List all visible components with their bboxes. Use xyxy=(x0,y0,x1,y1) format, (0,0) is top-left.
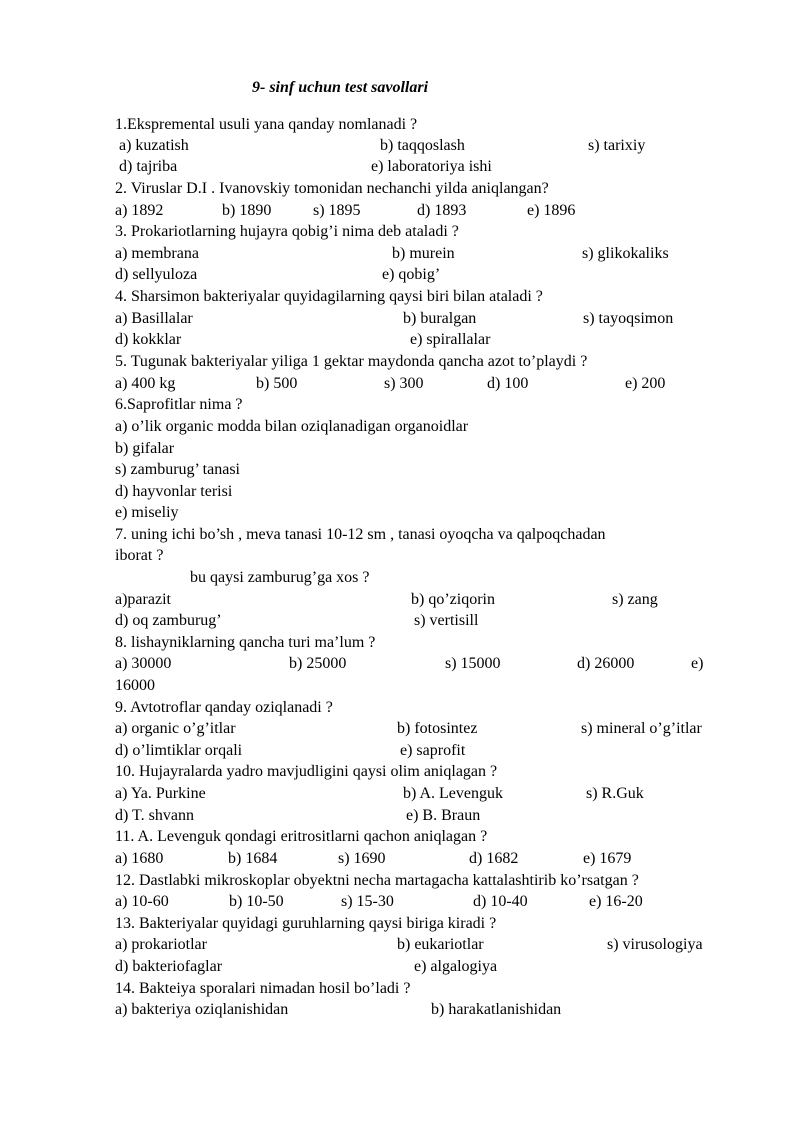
answer-option: d) 10-40 xyxy=(473,893,528,910)
answer-option: b) A. Levenguk xyxy=(403,785,503,802)
question-text: 5. Tugunak bakteriyalar yiliga 1 gektar maydonda qancha azot to’playdi ? xyxy=(115,353,588,370)
answer-option: a) Ya. Purkine xyxy=(115,785,206,802)
answer-option: s) 15000 xyxy=(445,655,501,672)
answer-option: d) sellyuloza xyxy=(115,266,198,283)
answer-option: d) oq zamburug’ xyxy=(115,612,222,629)
answer-option: s) mineral o’g’itlar xyxy=(581,720,702,737)
answer-option: b) harakatlanishidan xyxy=(431,1001,562,1018)
answer-option: d) o’limtiklar orqali xyxy=(115,742,243,759)
answer-option: b) fotosintez xyxy=(397,720,478,737)
question-text: 14. Bakteiya sporalari nimadan hosil bo’ladi ? xyxy=(115,980,411,997)
answer-option: s) zang xyxy=(612,591,658,608)
answer-option: e) qobig’ xyxy=(382,266,441,283)
question-text: 13. Bakteriyalar quyidagi guruhlarning qaysi biriga kiradi ? xyxy=(115,915,497,932)
question-text: a) o’lik organic modda bilan oziqlanadigan organoidlar xyxy=(115,418,469,435)
answer-option: a)parazit xyxy=(115,591,171,608)
answer-option: e) 200 xyxy=(625,375,666,392)
question-text: s) zamburug’ tanasi xyxy=(115,461,240,478)
answer-option: d) 26000 xyxy=(577,655,635,672)
answer-option: a) Basillalar xyxy=(115,310,193,327)
answer-option: e) algalogiya xyxy=(414,958,498,975)
question-text: e) miseliy xyxy=(115,504,179,521)
question-text: b) gifalar xyxy=(115,440,175,457)
answer-option: e) B. Braun xyxy=(406,807,481,824)
answer-option: b) murein xyxy=(392,245,455,262)
answer-option: a) membrana xyxy=(115,245,199,262)
answer-option: d) tajriba xyxy=(119,158,178,175)
answer-option: d) 100 xyxy=(487,375,529,392)
answer-option: b) taqqoslash xyxy=(380,137,465,154)
answer-option: d) 1682 xyxy=(469,850,519,867)
question-text: 8. lishayniklarning qancha turi ma’lum ? xyxy=(115,634,376,651)
answer-option: a) bakteriya oziqlanishidan xyxy=(115,1001,289,1018)
question-text: 4. Sharsimon bakteriyalar quyidagilarning qaysi biri bilan ataladi ? xyxy=(115,288,543,305)
answer-option: s) 300 xyxy=(384,375,424,392)
question-text: 1.Ekspremental usuli yana qanday nomlanadi ? xyxy=(115,116,418,133)
answer-option: a) organic o’g’itlar xyxy=(115,720,236,737)
answer-option: b) 1684 xyxy=(228,850,278,867)
answer-option: s) 1895 xyxy=(313,202,361,219)
answer-option: s) R.Guk xyxy=(586,785,644,802)
answer-option: a) kuzatish xyxy=(119,137,189,154)
answer-option: d) 1893 xyxy=(417,202,467,219)
answer-option: s) virusologiya xyxy=(607,936,703,953)
answer-option: a) 1892 xyxy=(115,202,164,219)
answer-option: d) bakteriofaglar xyxy=(115,958,223,975)
answer-option: e) laboratoriya ishi xyxy=(371,158,492,175)
answer-option: a) prokariotlar xyxy=(115,936,207,953)
question-text: 6.Saprofitlar nima ? xyxy=(115,396,243,413)
question-text: iborat ? xyxy=(115,547,164,564)
question-text: 7. uning ichi bo’sh , meva tanasi 10-12 sm , tanasi oyoqcha va qalpoqchadan xyxy=(115,526,606,543)
answer-option: s) tarixiy xyxy=(588,137,646,154)
answer-option: b) 500 xyxy=(256,375,298,392)
question-text: 2. Viruslar D.I . Ivanovskiy tomonidan nechanchi yilda aniqlangan? xyxy=(115,180,549,197)
answer-option: e) 16-20 xyxy=(589,893,643,910)
document-title: 9- sinf uchun test savollari xyxy=(252,79,429,96)
answer-option: b) 1890 xyxy=(222,202,272,219)
question-text: 16000 xyxy=(115,677,155,694)
answer-option: e) saprofit xyxy=(400,742,466,759)
answer-option: d) kokklar xyxy=(115,331,182,348)
question-text: bu qaysi zamburug’ga xos ? xyxy=(190,569,370,586)
answer-option: a) 1680 xyxy=(115,850,164,867)
answer-option: b) qo’ziqorin xyxy=(411,591,495,608)
question-text: 3. Prokariotlarning hujayra qobig’i nima deb ataladi ? xyxy=(115,223,459,240)
question-text: 10. Hujayralarda yadro mavjudligini qaysi olim aniqlagan ? xyxy=(115,763,498,780)
answer-option: e) 1679 xyxy=(583,850,632,867)
answer-option: b) 10-50 xyxy=(229,893,284,910)
answer-option: e) spirallalar xyxy=(410,331,491,348)
answer-option: b) eukariotlar xyxy=(397,936,484,953)
answer-option: a) 400 kg xyxy=(115,375,176,392)
question-text: 9. Avtotroflar qanday oziqlanadi ? xyxy=(115,699,333,716)
answer-option: a) 30000 xyxy=(115,655,172,672)
answer-option: e) xyxy=(691,655,704,672)
answer-option: b) buralgan xyxy=(403,310,477,327)
question-text: 11. A. Levenguk qondagi eritrositlarni qachon aniqlagan ? xyxy=(115,828,488,845)
answer-option: s) glikokaliks xyxy=(582,245,669,262)
answer-option: s) vertisill xyxy=(414,612,479,629)
answer-option: b) 25000 xyxy=(289,655,347,672)
answer-option: s) 15-30 xyxy=(341,893,394,910)
answer-option: s) tayoqsimon xyxy=(583,310,674,327)
answer-option: d) T. shvann xyxy=(115,807,194,824)
answer-option: s) 1690 xyxy=(338,850,386,867)
answer-option: a) 10-60 xyxy=(115,893,169,910)
answer-option: e) 1896 xyxy=(527,202,576,219)
question-text: 12. Dastlabki mikroskoplar obyektni necha martagacha kattalashtirib ko’rsatgan ? xyxy=(115,872,639,889)
question-text: d) hayvonlar terisi xyxy=(115,483,233,500)
